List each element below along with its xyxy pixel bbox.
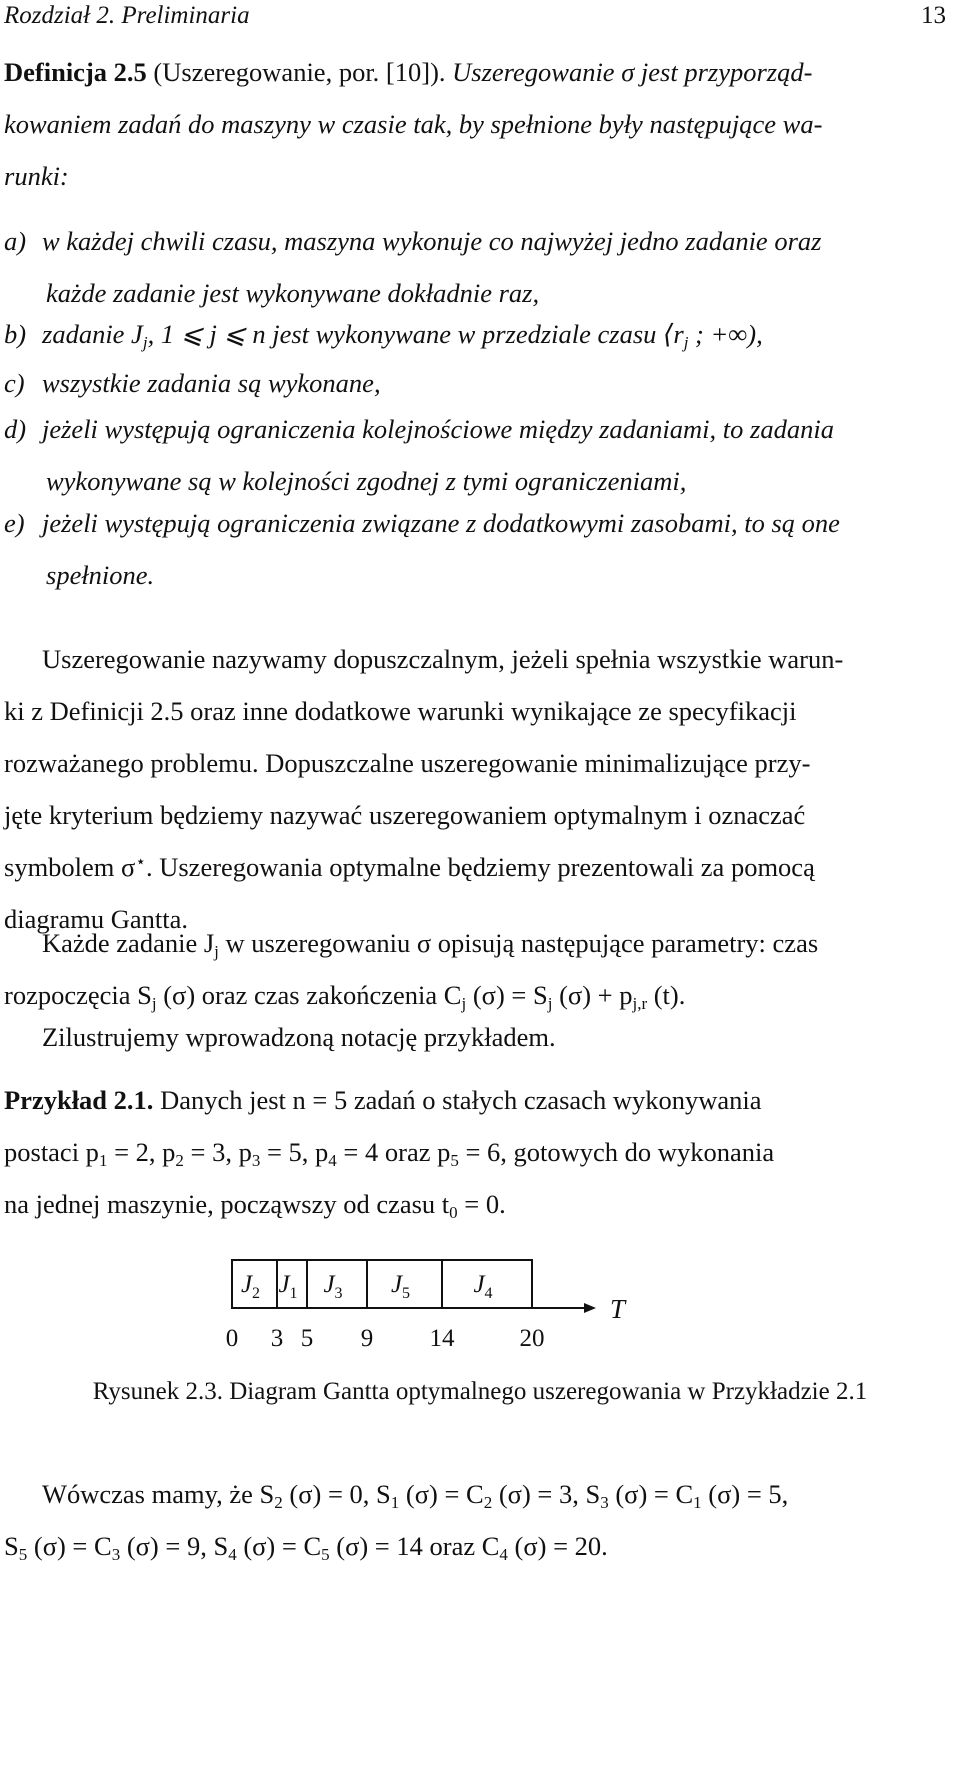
text-part: (σ) = 5,	[701, 1479, 789, 1509]
gantt-task-label: $J_5$	[390, 1271, 411, 1302]
item-marker: a)	[4, 226, 27, 256]
paragraph-conclusion	[4, 1468, 952, 1572]
superscript: ⋆	[135, 852, 146, 871]
item-text-cont: wykonywane są w kolejności zgodnej z tymi ograniczeniami,	[46, 466, 687, 496]
gantt-tick-label: 20	[519, 1325, 545, 1352]
paragraph-line: rozważanego problemu. Dopuszczalne uszeregowanie minimalizujące przy-	[4, 748, 811, 778]
example-line-2	[4, 1126, 952, 1178]
paragraph-line: ki z Definicji 2.5 oraz inne dodatkowe warunki wynikające ze specyfikacji	[4, 696, 797, 726]
subscript: 5	[450, 1151, 459, 1170]
text-part: (σ) = 3, S	[492, 1479, 601, 1509]
text-part: Wówczas mamy, że S	[42, 1479, 275, 1509]
text-part: (σ) = 0, S	[282, 1479, 391, 1509]
text-part: (σ) = C	[236, 1531, 322, 1561]
subscript: 1	[98, 1151, 108, 1170]
example-line-3	[4, 1178, 952, 1230]
subscript: 4	[499, 1545, 508, 1564]
subscript: 5	[18, 1545, 28, 1564]
gantt-task-subscript: 2	[252, 1285, 261, 1302]
item-text-part: , 1 ⩽ j ⩽ n jest wykonywane w przedziale czasu ⟨r	[147, 319, 684, 349]
subscript: 5	[321, 1545, 330, 1564]
gantt-axis-arrowhead	[584, 1303, 596, 1313]
gantt-axis-label: T	[610, 1294, 626, 1324]
text-part: Danych jest n = 5 zadań o stałych czasach wykonywania	[160, 1085, 762, 1115]
paragraph-line: jęte kryterium będziemy nazywać uszeregowaniem optymalnym i oznaczać	[4, 800, 806, 830]
chapter-title: Rozdział 2. Preliminaria	[4, 2, 250, 29]
gantt-tick-label: 9	[360, 1325, 374, 1352]
text-part: (σ) = C	[399, 1479, 484, 1509]
list-item-e	[4, 497, 952, 601]
text-part: (σ) = 9, S	[120, 1531, 229, 1561]
item-text-part: ; +∞),	[688, 319, 763, 349]
gantt-task-subscript: 4	[484, 1285, 493, 1302]
subscript: j	[683, 333, 689, 352]
text-part: (σ) + p	[552, 980, 633, 1010]
list-item-c	[4, 357, 952, 409]
example-label: Przykład 2.1.	[4, 1085, 154, 1115]
gantt-chart	[225, 1258, 710, 1368]
item-text: jeżeli występują ograniczenia związane z dodatkowymi zasobami, to są one	[42, 508, 840, 538]
item-text: wszystkie zadania są wykonane,	[42, 368, 381, 398]
text-part: (σ) oraz czas zakończenia C	[156, 980, 462, 1010]
text-part: symbolem σ	[4, 852, 136, 882]
text-part: S	[4, 1531, 19, 1561]
item-text: w każdej chwili czasu, maszyna wykonuje co najwyżej jedno zadanie oraz	[42, 226, 822, 256]
text-part: w uszeregowaniu σ opisują następujące parametry: czas	[218, 928, 819, 958]
subscript: 2	[274, 1493, 283, 1512]
definition-text-1: Uszeregowanie σ jest przyporząd-	[452, 57, 813, 87]
gantt-task-subscript: 5	[402, 1285, 411, 1302]
text-part: = 6, gotowych do wykonania	[458, 1137, 775, 1167]
item-text	[42, 319, 763, 352]
subscript: j	[547, 994, 553, 1013]
paragraph-line: diagramu Gantta.	[4, 904, 188, 934]
figure-caption: Rysunek 2.3. Diagram Gantta optymalnego uszeregowania w Przykładzie 2.1	[92, 1378, 868, 1405]
text-part: = 0.	[457, 1189, 506, 1219]
text-part: Każde zadanie J	[42, 928, 215, 958]
paragraph-line	[4, 917, 952, 969]
subscript: 2	[483, 1493, 493, 1512]
gantt-task-label: $J_3$	[323, 1271, 343, 1302]
paragraph-line	[4, 841, 952, 893]
gantt-task-label: $J_1$	[278, 1271, 298, 1302]
paragraph-line: Uszeregowanie nazywamy dopuszczalnym, jeżeli spełnia wszystkie warun-	[42, 644, 844, 674]
subscript: 4	[228, 1545, 237, 1564]
item-text: jeżeli występują ograniczenia kolejnościowe między zadaniami, to zadania	[42, 414, 834, 444]
item-marker: b)	[4, 319, 27, 349]
text-part: (t).	[647, 980, 686, 1010]
text-part: = 4 oraz p	[336, 1137, 451, 1167]
subscript: 3	[251, 1151, 261, 1170]
running-header	[4, 2, 954, 30]
list-item-a	[4, 215, 952, 319]
list-item-d	[4, 403, 952, 507]
definition-label: Definicja 2.5	[4, 57, 147, 87]
text-part: postaci p	[4, 1137, 99, 1167]
gantt-task-subscript: 1	[289, 1285, 298, 1302]
subscript: 0	[449, 1203, 458, 1222]
item-text-cont: każde zadanie jest wykonywane dokładnie raz,	[46, 278, 540, 308]
gantt-tick-label: 5	[300, 1325, 314, 1352]
subscript: 1	[390, 1493, 400, 1512]
subscript: j,r	[632, 994, 648, 1013]
paragraph-line	[4, 1520, 952, 1572]
subscript: 4	[328, 1151, 337, 1170]
gantt-task-subscript: 3	[334, 1285, 343, 1302]
item-marker: c)	[4, 368, 25, 398]
text-part: (σ) = 20.	[507, 1531, 608, 1561]
subscript: j	[214, 942, 219, 961]
text-part: . Uszeregowania optymalne będziemy prezentowali za pomocą	[145, 852, 815, 882]
text-part: (σ) = S	[466, 980, 548, 1010]
item-marker: d)	[4, 414, 27, 444]
subscript: j	[142, 333, 148, 352]
gantt-tick-label: 0	[225, 1325, 239, 1352]
text-part: = 5, p	[260, 1137, 329, 1167]
definition-source: (Uszeregowanie, por. [10]).	[153, 57, 446, 87]
text-part: rozpoczęcia S	[4, 980, 152, 1010]
list-item-b	[4, 308, 952, 360]
example-block	[4, 1074, 952, 1230]
text-part: (σ) = 14 oraz C	[329, 1531, 500, 1561]
definition-block	[4, 46, 952, 202]
subscript: 2	[175, 1151, 184, 1170]
paragraph-line	[4, 1468, 952, 1520]
text-part: na jednej maszynie, począwszy od czasu t	[4, 1189, 450, 1219]
gantt-task-label: $J_2$	[240, 1271, 261, 1302]
text-part: (σ) = C	[27, 1531, 112, 1561]
example-line-1	[4, 1074, 952, 1126]
subscript: 3	[600, 1493, 609, 1512]
gantt-task-label: $J_4$	[473, 1271, 493, 1302]
item-text-part: zadanie J	[42, 319, 143, 349]
gantt-tick-label: 14	[429, 1325, 455, 1352]
subscript: 1	[693, 1493, 702, 1512]
paragraph-parameters	[4, 917, 952, 1021]
item-text-cont: spełnione.	[46, 560, 155, 590]
subscript: j	[151, 994, 157, 1013]
paragraph-line: Zilustrujemy wprowadzoną notację przykładem.	[42, 1022, 556, 1052]
item-marker: e)	[4, 508, 25, 538]
text-part: (σ) = C	[608, 1479, 694, 1509]
definition-line-1	[4, 46, 952, 98]
definition-line-2: kowaniem zadań do maszyny w czasie tak, by spełnione były następujące wa-	[4, 109, 823, 139]
paragraph-illustrate	[4, 1011, 952, 1063]
gantt-tick-label: 3	[270, 1325, 284, 1352]
paragraph-feasible	[4, 633, 952, 945]
subscript: 3	[111, 1545, 121, 1564]
text-part: = 2, p	[107, 1137, 176, 1167]
definition-line-3: runki:	[4, 161, 69, 191]
subscript: j	[461, 994, 467, 1013]
page-number: 13	[921, 2, 946, 29]
text-part: = 3, p	[183, 1137, 252, 1167]
